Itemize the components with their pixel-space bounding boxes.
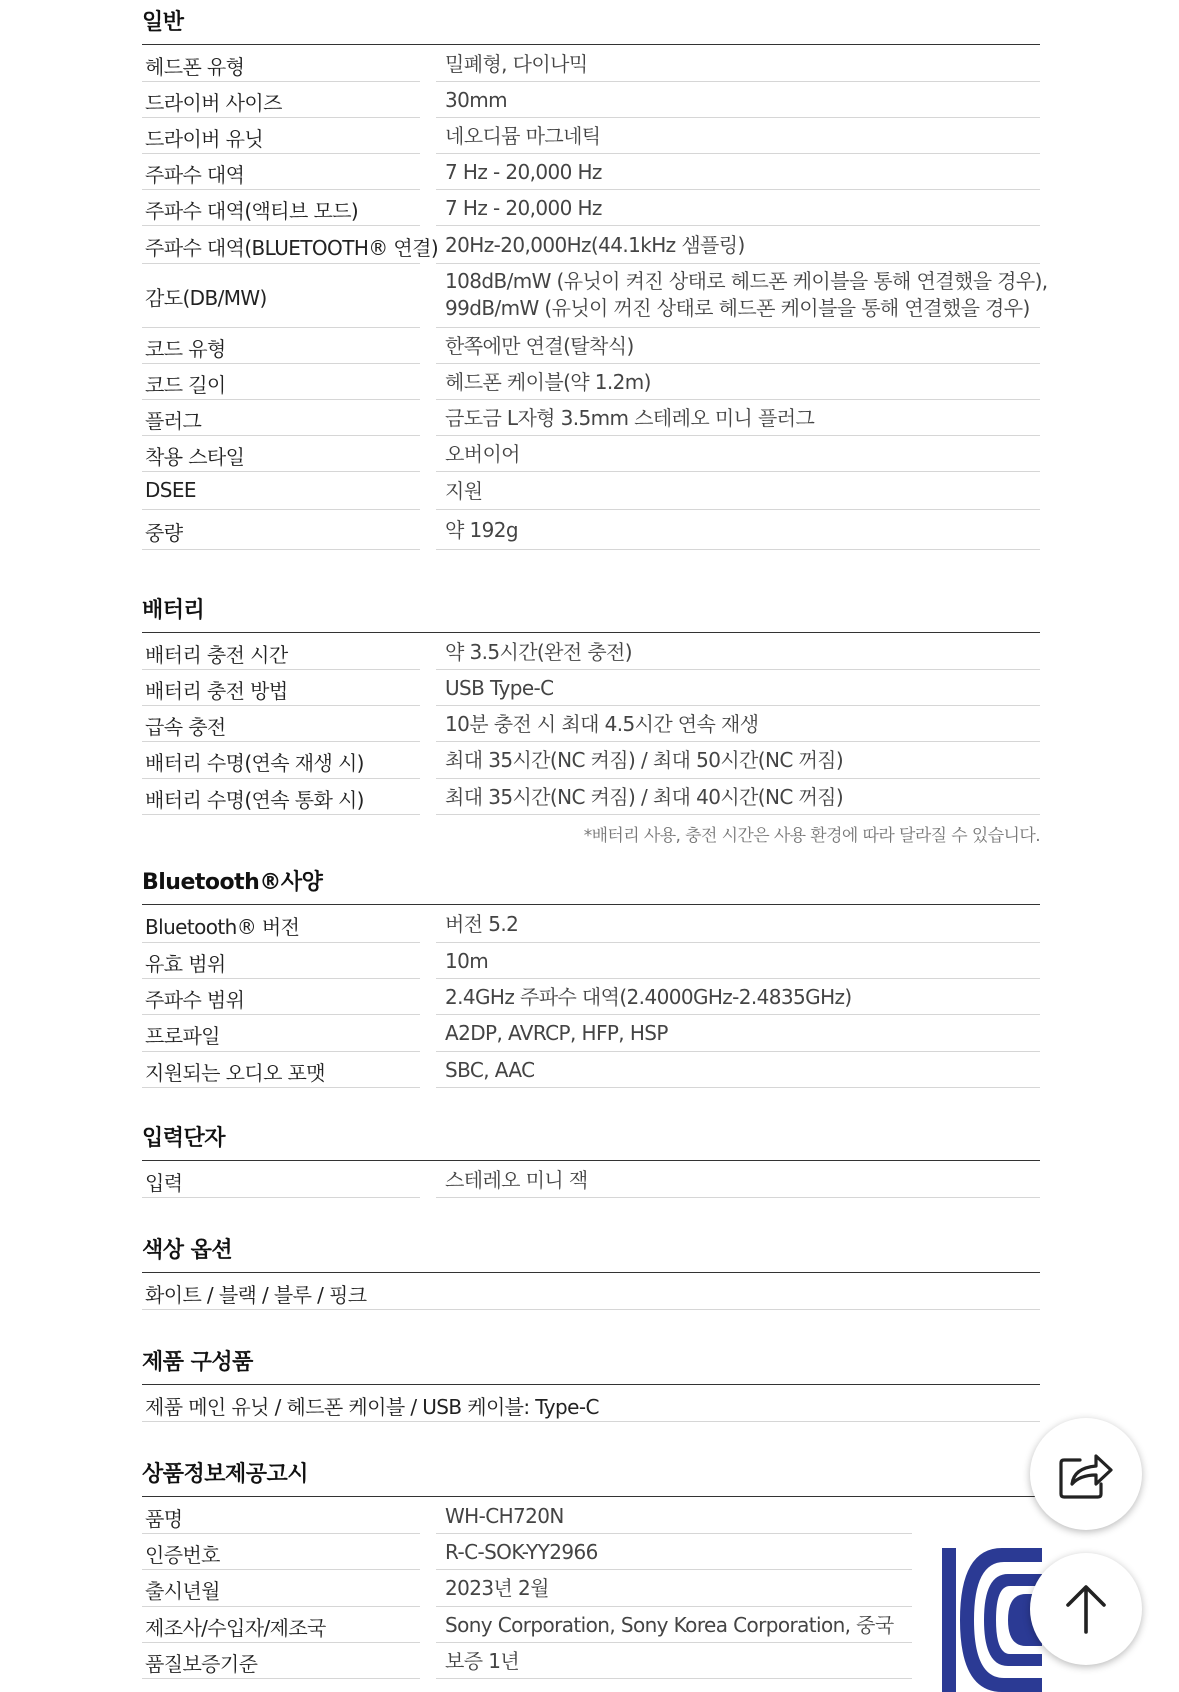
spec-label: 착용 스타일	[145, 445, 245, 469]
section-title-general: 일반	[142, 10, 184, 35]
spec-value: 지원	[445, 479, 483, 503]
spec-label: 코드 길이	[145, 373, 226, 397]
section-rule	[142, 1160, 1040, 1161]
spec-row	[142, 1274, 1040, 1310]
spec-label: 주파수 대역(BLUETOOTH® 연결)	[145, 236, 439, 260]
spec-value: 네오디뮴 마그네틱	[445, 124, 601, 148]
spec-value-line2: 99dB/mW (유닛이 꺼진 상태로 헤드폰 케이블을 통해 연결했을 경우)	[445, 296, 1030, 320]
spec-label: 헤드폰 유형	[145, 55, 245, 79]
spec-value: WH-CH720N	[445, 1504, 564, 1528]
spec-value: Sony Corporation, Sony Korea Corporation, 중국	[445, 1613, 894, 1637]
spec-row	[142, 400, 1040, 436]
section-rule	[142, 904, 1040, 905]
section-title-battery: 배터리	[142, 598, 205, 623]
arrow-up-icon	[1064, 1583, 1108, 1635]
section-title-bluetooth: Bluetooth®사양	[142, 870, 323, 895]
spec-row	[142, 436, 1040, 472]
spec-label: 지원되는 오디오 포맷	[145, 1061, 325, 1085]
spec-label: 중량	[145, 521, 183, 545]
spec-row	[142, 779, 1040, 815]
spec-value: 오버이어	[445, 442, 520, 466]
spec-label: 출시년월	[145, 1579, 220, 1603]
spec-value: 헤드폰 케이블(약 1.2m)	[445, 370, 651, 394]
spec-row	[142, 706, 1040, 742]
spec-value: A2DP, AVRCP, HFP, HSP	[445, 1021, 668, 1045]
spec-value: 스테레오 미니 잭	[445, 1168, 588, 1192]
spec-row	[142, 1386, 1040, 1422]
spec-label: 입력	[145, 1171, 183, 1195]
spec-row	[142, 742, 1040, 779]
spec-row	[142, 190, 1040, 226]
spec-label: 배터리 수명(연속 재생 시)	[145, 751, 364, 775]
spec-value: 30mm	[445, 88, 508, 112]
spec-label: 드라이버 사이즈	[145, 91, 282, 115]
spec-label: 드라이버 유닛	[145, 127, 264, 151]
section-rule	[142, 1496, 1040, 1497]
spec-label: 코드 유형	[145, 337, 226, 361]
spec-value: 108dB/mW (유닛이 켜진 상태로 헤드폰 케이블을 통해 연결했을 경우),	[445, 269, 1048, 293]
spec-label: 유효 범위	[145, 952, 226, 976]
share-icon	[1058, 1448, 1114, 1500]
section-rule	[142, 44, 1040, 45]
section-rule	[142, 1272, 1040, 1273]
spec-value: 금도금 L자형 3.5mm 스테레오 미니 플러그	[445, 406, 815, 430]
scroll-top-button[interactable]	[1030, 1553, 1142, 1665]
spec-row	[142, 264, 1048, 328]
spec-label: 배터리 수명(연속 통화 시)	[145, 788, 364, 812]
section-title-input: 입력단자	[142, 1126, 226, 1151]
spec-row	[142, 979, 1040, 1015]
spec-label: 배터리 충전 방법	[145, 679, 288, 703]
spec-value: 7 Hz - 20,000 Hz	[445, 196, 602, 220]
spec-value: SBC, AAC	[445, 1058, 535, 1082]
spec-label: 주파수 대역	[145, 163, 245, 187]
spec-row	[142, 943, 1040, 979]
spec-label: 감도(DB/MW)	[145, 286, 267, 310]
spec-row	[142, 1015, 1040, 1052]
spec-row	[142, 906, 1040, 943]
spec-label: 제조사/수입자/제조국	[145, 1616, 326, 1640]
section-title-color: 색상 옵션	[142, 1238, 233, 1263]
battery-note: *배터리 사용, 충전 시간은 사용 환경에 따라 달라질 수 있습니다.	[583, 826, 1040, 846]
spec-label: 품명	[145, 1507, 183, 1531]
kc-certification-logo	[942, 1548, 1042, 1692]
spec-label: 배터리 충전 시간	[145, 643, 288, 667]
spec-row	[142, 118, 1040, 154]
package-contents-text: 제품 메인 유닛 / 헤드폰 케이블 / USB 케이블: Type-C	[145, 1395, 599, 1419]
spec-row	[142, 1498, 1040, 1534]
color-options-text: 화이트 / 블랙 / 블루 / 핑크	[145, 1283, 367, 1307]
spec-value: 2.4GHz 주파수 대역(2.4000GHz-2.4835GHz)	[445, 985, 852, 1009]
spec-row	[142, 154, 1040, 190]
spec-value: 약 3.5시간(완전 충전)	[445, 640, 632, 664]
spec-row	[142, 364, 1040, 400]
spec-value: 버전 5.2	[445, 912, 519, 936]
spec-row	[142, 1162, 1040, 1198]
spec-value: 10m	[445, 949, 489, 973]
spec-label: 품질보증기준	[145, 1652, 258, 1676]
spec-value: 최대 35시간(NC 켜짐) / 최대 40시간(NC 꺼짐)	[445, 785, 844, 809]
spec-value: USB Type-C	[445, 676, 554, 700]
spec-row	[142, 1607, 1040, 1643]
spec-value: 2023년 2월	[445, 1576, 549, 1600]
spec-row	[142, 472, 1040, 510]
spec-value: 약 192g	[445, 518, 518, 542]
spec-row	[142, 328, 1040, 364]
spec-label: 급속 충전	[145, 715, 226, 739]
spec-label: Bluetooth® 버전	[145, 915, 300, 939]
spec-row	[142, 46, 1040, 82]
section-rule	[142, 632, 1040, 633]
spec-row	[142, 1570, 1040, 1607]
spec-value: 밀폐형, 다이나믹	[445, 52, 588, 76]
share-button[interactable]	[1030, 1418, 1142, 1530]
spec-row	[142, 1534, 1040, 1570]
spec-row	[142, 634, 1040, 670]
spec-label: 플러그	[145, 409, 202, 433]
spec-value: 7 Hz - 20,000 Hz	[445, 160, 602, 184]
spec-label: 주파수 범위	[145, 988, 245, 1012]
section-title-notice: 상품정보제공고시	[142, 1462, 309, 1487]
spec-value: 20Hz-20,000Hz(44.1kHz 샘플링)	[445, 233, 745, 257]
spec-value: R-C-SOK-YY2966	[445, 1540, 598, 1564]
spec-label: DSEE	[145, 478, 196, 502]
section-rule	[142, 1384, 1040, 1385]
spec-row	[142, 1052, 1040, 1088]
spec-value: 10분 충전 시 최대 4.5시간 연속 재생	[445, 712, 759, 736]
spec-row	[142, 226, 1040, 264]
spec-label: 주파수 대역(액티브 모드)	[145, 199, 359, 223]
spec-value: 보증 1년	[445, 1649, 520, 1673]
spec-row	[142, 510, 1040, 550]
spec-row	[142, 670, 1040, 706]
spec-row	[142, 1643, 1040, 1679]
section-title-package: 제품 구성품	[142, 1350, 253, 1375]
spec-row	[142, 82, 1040, 118]
spec-value: 최대 35시간(NC 켜짐) / 최대 50시간(NC 꺼짐)	[445, 748, 844, 772]
spec-value: 한쪽에만 연결(탈착식)	[445, 334, 634, 358]
spec-label: 프로파일	[145, 1024, 220, 1048]
spec-label: 인증번호	[145, 1543, 220, 1567]
